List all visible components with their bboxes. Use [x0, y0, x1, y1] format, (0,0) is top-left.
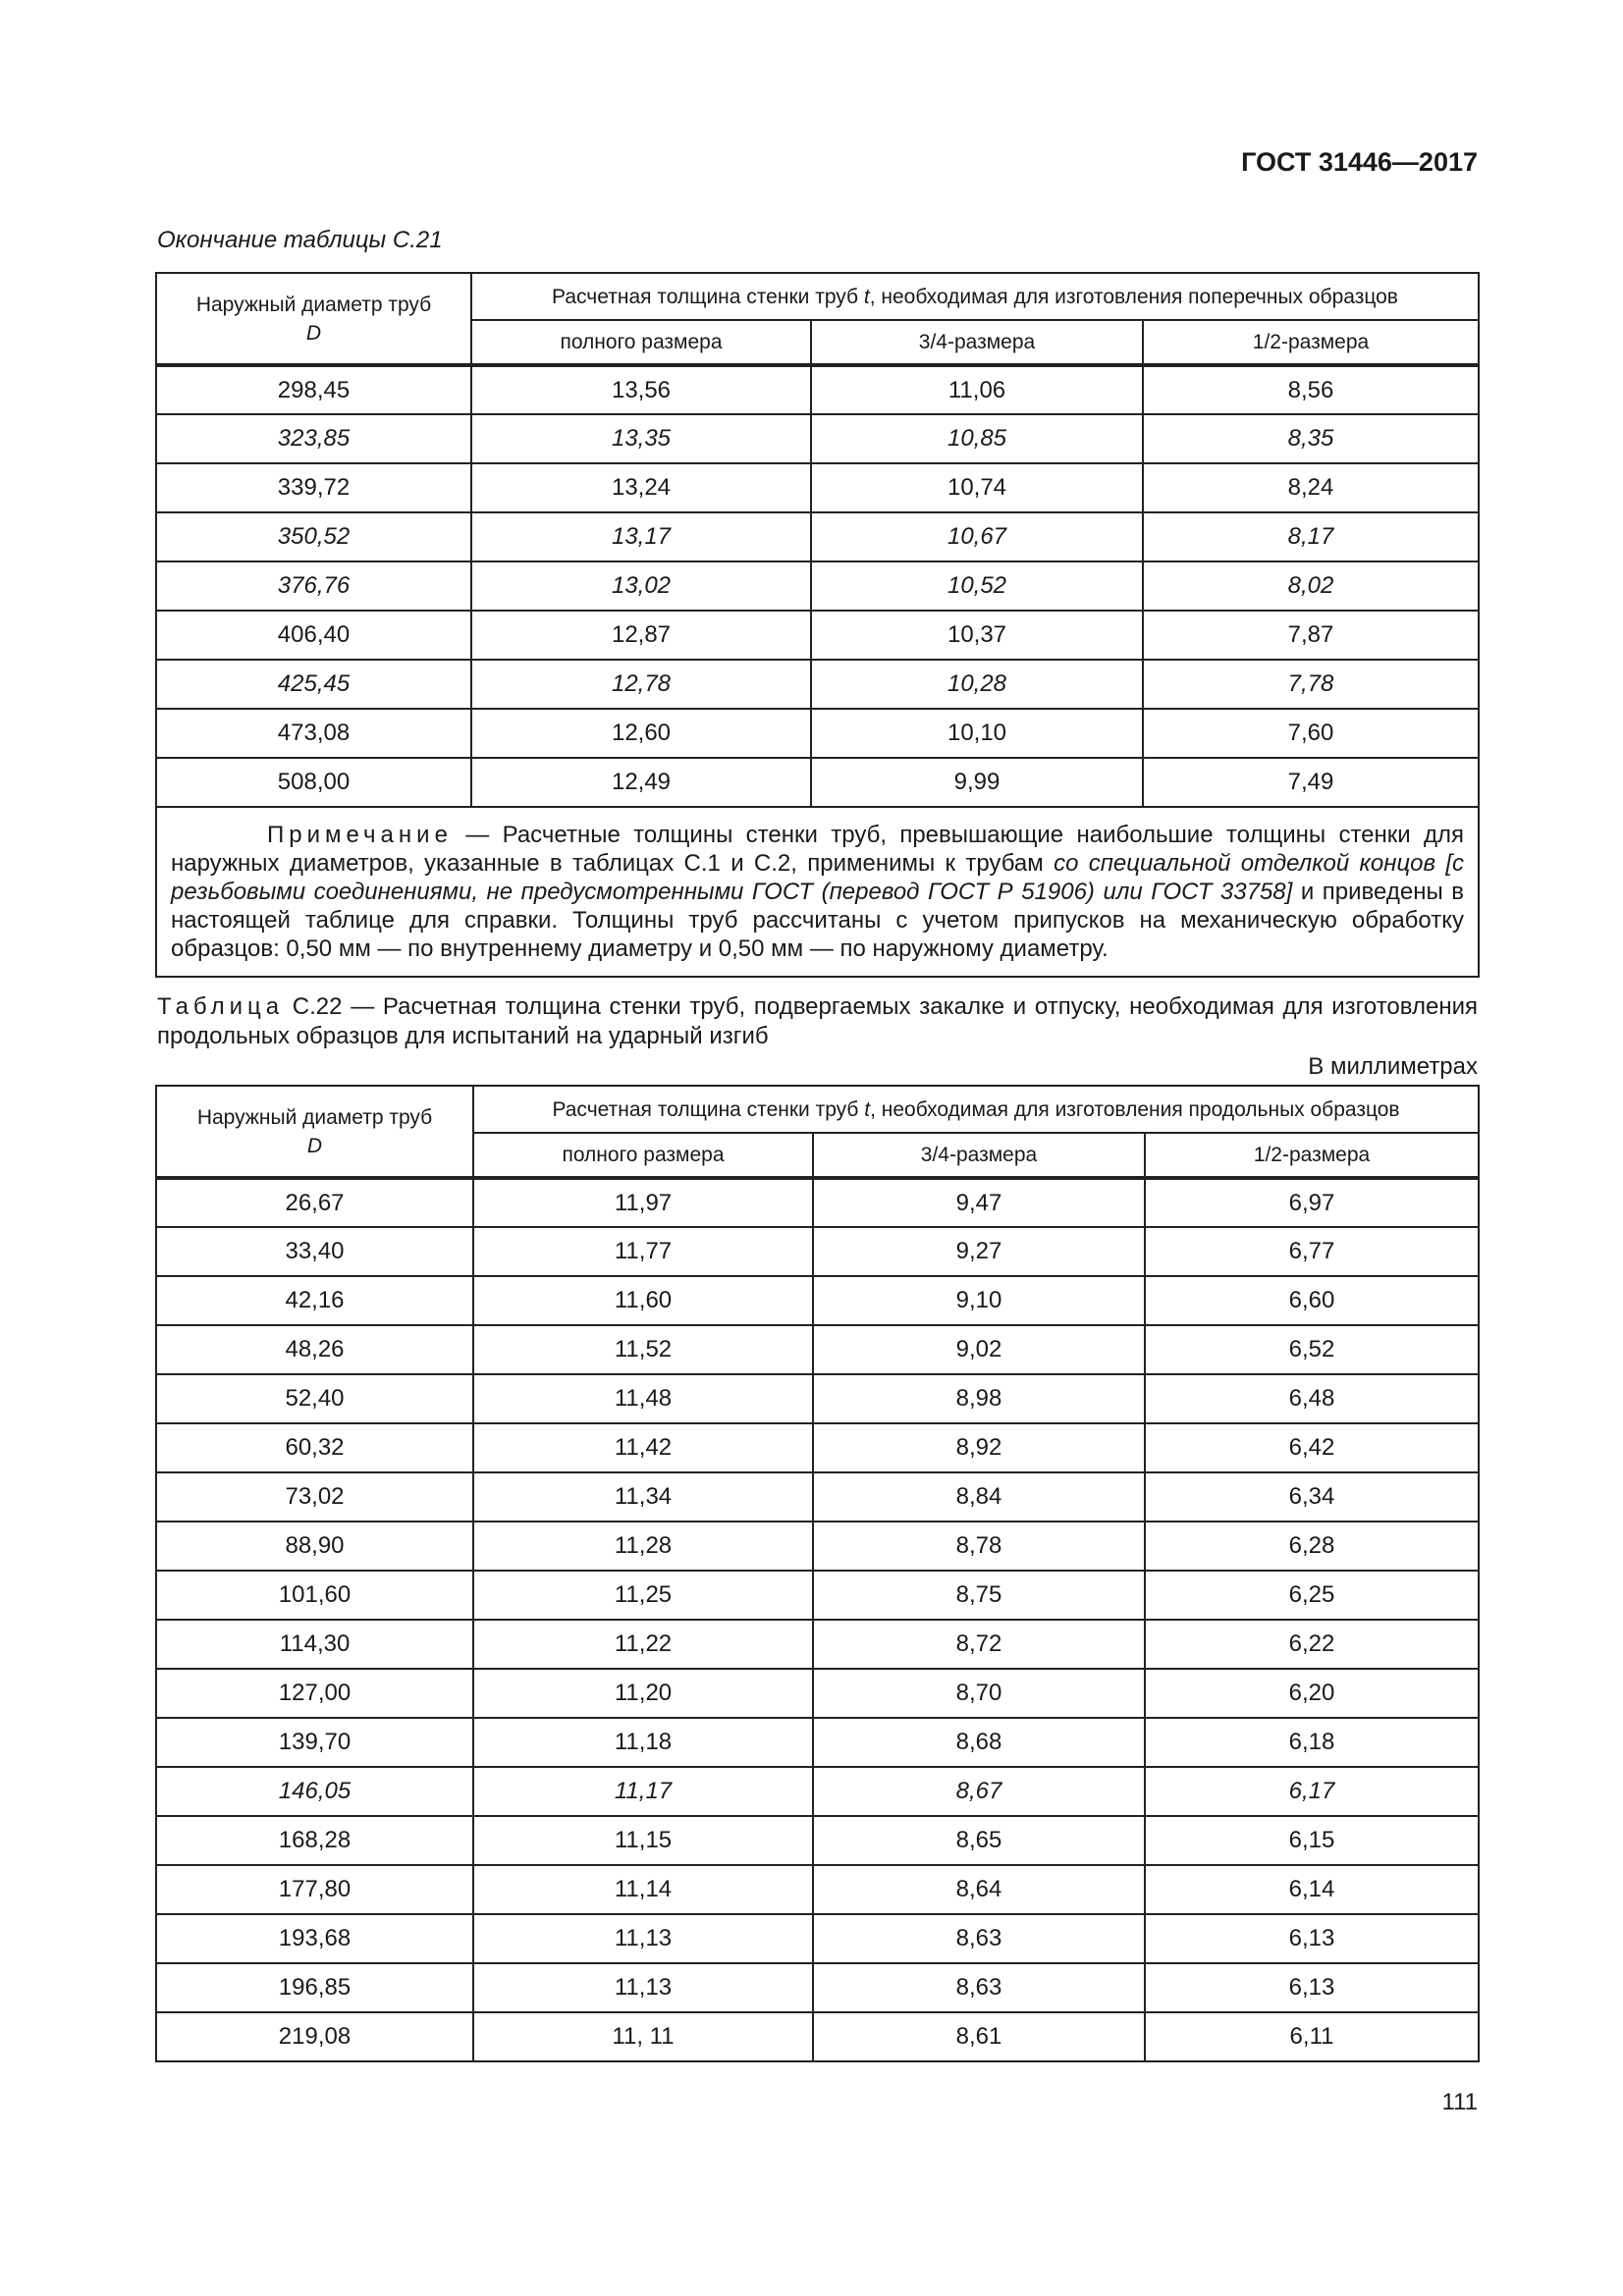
- cell-outer-diameter: 139,70: [156, 1718, 473, 1767]
- cell-three-quarter-size: 10,10: [811, 709, 1143, 758]
- cell-half-size: 7,87: [1143, 611, 1479, 660]
- cell-three-quarter-size: 10,74: [811, 463, 1143, 512]
- cell-three-quarter-size: 8,65: [813, 1816, 1145, 1865]
- table-row: [156, 2012, 1479, 2061]
- table-row: [156, 1472, 1479, 1522]
- table-row: [156, 1571, 1479, 1620]
- cell-full-size: 11,13: [473, 1914, 813, 1963]
- cell-three-quarter-size: 8,84: [813, 1472, 1145, 1522]
- cell-three-quarter-size: 9,47: [813, 1178, 1145, 1227]
- cell-outer-diameter: 48,26: [156, 1325, 473, 1374]
- cell-full-size: 11,15: [473, 1816, 813, 1865]
- cell-full-size: 12,60: [471, 709, 811, 758]
- cell-full-size: 12,78: [471, 660, 811, 709]
- table-row: [156, 1423, 1479, 1472]
- table-row: [156, 463, 1479, 512]
- cell-three-quarter-size: 8,61: [813, 2012, 1145, 2061]
- table-continuation-caption: Окончание таблицы С.21: [157, 227, 443, 253]
- cell-outer-diameter: 219,08: [156, 2012, 473, 2061]
- cell-outer-diameter: 88,90: [156, 1522, 473, 1571]
- header-wall-thickness-group: Расчетная толщина стенки труб t, необходимая для изготовления поперечных образцов: [471, 273, 1479, 320]
- header-full-size: полного размера: [473, 1133, 813, 1178]
- cell-half-size: 6,22: [1145, 1620, 1479, 1669]
- cell-three-quarter-size: 8,75: [813, 1571, 1145, 1620]
- table-row: [156, 1669, 1479, 1718]
- cell-half-size: 8,24: [1143, 463, 1479, 512]
- cell-half-size: 6,17: [1145, 1767, 1479, 1816]
- cell-half-size: 6,34: [1145, 1472, 1479, 1522]
- table-row: [156, 1718, 1479, 1767]
- header-half-size: 1/2-размера: [1143, 320, 1479, 365]
- table-row: [156, 1963, 1479, 2012]
- header-three-quarter-size: 3/4-размера: [813, 1133, 1145, 1178]
- cell-full-size: 11,25: [473, 1571, 813, 1620]
- table-c21: [155, 272, 1480, 978]
- header-half-size: 1/2-размера: [1145, 1133, 1479, 1178]
- cell-full-size: 11,28: [473, 1522, 813, 1571]
- cell-half-size: 6,13: [1145, 1914, 1479, 1963]
- cell-outer-diameter: 508,00: [156, 758, 471, 807]
- cell-full-size: 11,18: [473, 1718, 813, 1767]
- cell-outer-diameter: 101,60: [156, 1571, 473, 1620]
- table-row: [156, 1865, 1479, 1914]
- cell-three-quarter-size: 10,28: [811, 660, 1143, 709]
- cell-outer-diameter: 376,76: [156, 561, 471, 611]
- cell-half-size: 6,48: [1145, 1374, 1479, 1423]
- cell-outer-diameter: 146,05: [156, 1767, 473, 1816]
- cell-outer-diameter: 406,40: [156, 611, 471, 660]
- table-row: [156, 1914, 1479, 1963]
- cell-outer-diameter: 177,80: [156, 1865, 473, 1914]
- table-row: [156, 1178, 1479, 1227]
- cell-outer-diameter: 193,68: [156, 1914, 473, 1963]
- cell-half-size: 8,35: [1143, 414, 1479, 463]
- cell-half-size: 6,42: [1145, 1423, 1479, 1472]
- cell-full-size: 11,13: [473, 1963, 813, 2012]
- cell-three-quarter-size: 9,10: [813, 1276, 1145, 1325]
- cell-three-quarter-size: 8,67: [813, 1767, 1145, 1816]
- cell-outer-diameter: 339,72: [156, 463, 471, 512]
- cell-half-size: 6,11: [1145, 2012, 1479, 2061]
- table-row: [156, 611, 1479, 660]
- cell-half-size: 6,20: [1145, 1669, 1479, 1718]
- cell-half-size: 7,60: [1143, 709, 1479, 758]
- cell-half-size: 6,25: [1145, 1571, 1479, 1620]
- cell-full-size: 13,02: [471, 561, 811, 611]
- cell-full-size: 11,34: [473, 1472, 813, 1522]
- cell-three-quarter-size: 9,99: [811, 758, 1143, 807]
- cell-outer-diameter: 350,52: [156, 512, 471, 561]
- table-row: [156, 758, 1479, 807]
- table-row: [156, 1227, 1479, 1276]
- cell-three-quarter-size: 10,52: [811, 561, 1143, 611]
- table-row: [156, 1276, 1479, 1325]
- cell-outer-diameter: 73,02: [156, 1472, 473, 1522]
- cell-half-size: 6,13: [1145, 1963, 1479, 2012]
- header-full-size: полного размера: [471, 320, 811, 365]
- cell-three-quarter-size: 8,63: [813, 1963, 1145, 2012]
- table-row: [156, 660, 1479, 709]
- cell-outer-diameter: 114,30: [156, 1620, 473, 1669]
- cell-three-quarter-size: 11,06: [811, 365, 1143, 414]
- cell-half-size: 6,28: [1145, 1522, 1479, 1571]
- table-row: [156, 1522, 1479, 1571]
- cell-three-quarter-size: 10,37: [811, 611, 1143, 660]
- cell-full-size: 13,24: [471, 463, 811, 512]
- cell-outer-diameter: 26,67: [156, 1178, 473, 1227]
- cell-three-quarter-size: 9,02: [813, 1325, 1145, 1374]
- cell-half-size: 6,18: [1145, 1718, 1479, 1767]
- cell-half-size: 6,60: [1145, 1276, 1479, 1325]
- table-note: Примечание — Расчетные толщины стенки труб, превышающие наибольшие толщины стенки для наружных диаметров, указанные в таблицах С.1 и С.2, применимы к трубам со специальной отделкой концов [с резьбовыми соединениями, не предусмотренными ГОСТ (перевод ГОСТ Р 51906) или ГОСТ 33758] и приведены в настоящей таблице для справки. Толщины труб рассчитаны с учетом припусков на механическую обработку образцов: 0,50 мм — по внутреннему диаметру и 0,50 мм — по наружному диаметру.: [156, 807, 1479, 977]
- table-row: [156, 414, 1479, 463]
- cell-three-quarter-size: 8,64: [813, 1865, 1145, 1914]
- cell-full-size: 11,48: [473, 1374, 813, 1423]
- document-id: ГОСТ 31446—2017: [1241, 147, 1478, 177]
- cell-full-size: 11,17: [473, 1767, 813, 1816]
- cell-three-quarter-size: 10,67: [811, 512, 1143, 561]
- cell-full-size: 11,20: [473, 1669, 813, 1718]
- cell-three-quarter-size: 8,78: [813, 1522, 1145, 1571]
- cell-outer-diameter: 52,40: [156, 1374, 473, 1423]
- cell-outer-diameter: 323,85: [156, 414, 471, 463]
- table-c22-title: Таблица С.22 — Расчетная толщина стенки труб, подвергаемых закалке и отпуску, необходимая для изготовления продольных образцов для испытаний на ударный изгиб: [157, 993, 1478, 1049]
- units-label: В миллиметрах: [1308, 1053, 1478, 1080]
- cell-half-size: 7,49: [1143, 758, 1479, 807]
- header-outer-diameter: Наружный диаметр труб D: [156, 1086, 473, 1178]
- cell-three-quarter-size: 8,70: [813, 1669, 1145, 1718]
- cell-half-size: 6,77: [1145, 1227, 1479, 1276]
- cell-full-size: 11,52: [473, 1325, 813, 1374]
- cell-full-size: 11, 11: [473, 2012, 813, 2061]
- cell-outer-diameter: 33,40: [156, 1227, 473, 1276]
- cell-half-size: 6,14: [1145, 1865, 1479, 1914]
- table-row: [156, 1374, 1479, 1423]
- table-c22: [155, 1085, 1480, 2062]
- header-outer-diameter: Наружный диаметр труб D: [156, 273, 471, 365]
- cell-full-size: 11,22: [473, 1620, 813, 1669]
- cell-full-size: 13,56: [471, 365, 811, 414]
- cell-half-size: 7,78: [1143, 660, 1479, 709]
- cell-three-quarter-size: 10,85: [811, 414, 1143, 463]
- cell-three-quarter-size: 8,98: [813, 1374, 1145, 1423]
- cell-outer-diameter: 42,16: [156, 1276, 473, 1325]
- cell-full-size: 11,42: [473, 1423, 813, 1472]
- cell-full-size: 11,97: [473, 1178, 813, 1227]
- cell-three-quarter-size: 8,63: [813, 1914, 1145, 1963]
- cell-half-size: 8,17: [1143, 512, 1479, 561]
- cell-outer-diameter: 298,45: [156, 365, 471, 414]
- table-row: [156, 1816, 1479, 1865]
- table-row: [156, 561, 1479, 611]
- cell-full-size: 11,77: [473, 1227, 813, 1276]
- cell-outer-diameter: 196,85: [156, 1963, 473, 2012]
- cell-full-size: 13,35: [471, 414, 811, 463]
- cell-outer-diameter: 473,08: [156, 709, 471, 758]
- cell-full-size: 11,60: [473, 1276, 813, 1325]
- cell-three-quarter-size: 8,72: [813, 1620, 1145, 1669]
- cell-half-size: 6,97: [1145, 1178, 1479, 1227]
- table-row: [156, 709, 1479, 758]
- cell-half-size: 8,56: [1143, 365, 1479, 414]
- cell-outer-diameter: 127,00: [156, 1669, 473, 1718]
- cell-full-size: 13,17: [471, 512, 811, 561]
- table-row: [156, 365, 1479, 414]
- table-row: [156, 512, 1479, 561]
- cell-half-size: 6,15: [1145, 1816, 1479, 1865]
- cell-three-quarter-size: 8,68: [813, 1718, 1145, 1767]
- cell-full-size: 12,49: [471, 758, 811, 807]
- cell-full-size: 11,14: [473, 1865, 813, 1914]
- table-row: [156, 1325, 1479, 1374]
- cell-half-size: 8,02: [1143, 561, 1479, 611]
- table-row: [156, 1767, 1479, 1816]
- cell-outer-diameter: 60,32: [156, 1423, 473, 1472]
- header-wall-thickness-group: Расчетная толщина стенки труб t, необходимая для изготовления продольных образцов: [473, 1086, 1479, 1133]
- header-three-quarter-size: 3/4-размера: [811, 320, 1143, 365]
- cell-half-size: 6,52: [1145, 1325, 1479, 1374]
- cell-three-quarter-size: 9,27: [813, 1227, 1145, 1276]
- table-row: [156, 1620, 1479, 1669]
- cell-three-quarter-size: 8,92: [813, 1423, 1145, 1472]
- cell-outer-diameter: 425,45: [156, 660, 471, 709]
- page-number: 111: [1441, 2089, 1478, 2115]
- cell-outer-diameter: 168,28: [156, 1816, 473, 1865]
- cell-full-size: 12,87: [471, 611, 811, 660]
